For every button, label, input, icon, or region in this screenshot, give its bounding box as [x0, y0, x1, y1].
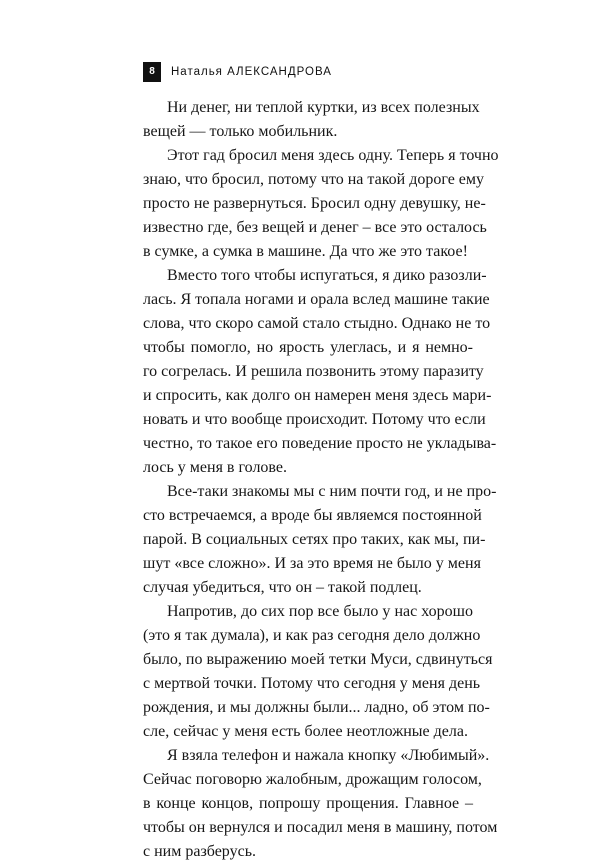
text-line: просто не развернуться. Бросил одну девушку, не-	[143, 195, 486, 212]
text-line: Все-таки знакомы мы с ним почти год, и не про-	[167, 483, 497, 500]
text-line: вещей — только мобильник.	[143, 123, 338, 140]
text-line: Я взяла телефон и нажала кнопку «Любимый».	[167, 747, 490, 764]
text-line: сто встречаемся, а вроде бы являемся постоянной	[143, 507, 482, 524]
text-line: Вместо того чтобы испугаться, я дико разозли-	[167, 267, 487, 284]
paragraph	[143, 264, 497, 480]
text-line: шут «все сложно». И за это время не было у меня	[143, 555, 481, 572]
text-line: рождения, и мы должны были... ладно, об этом по-	[143, 699, 490, 716]
text-line: слова, что скоро самой стало стыдно. Однако не то	[143, 315, 491, 332]
paragraph	[143, 600, 493, 744]
text-line: случая убедиться, что он – такой подлец.	[143, 579, 422, 596]
body-text	[143, 96, 499, 864]
text-line: Этот гад бросил меня здесь одну. Теперь я точно	[167, 147, 499, 164]
text-line: в конце концов, попрошу прощения. Главное –	[143, 795, 473, 812]
text-line: было, по выражению моей тетки Муси, сдвинуться	[143, 651, 493, 668]
paragraph	[143, 96, 480, 144]
text-line: в сумке, а сумка в машине. Да что же это такое!	[143, 243, 468, 260]
text-line: сле, сейчас у меня есть более неотложные дела.	[143, 723, 468, 740]
text-line: с мертвой точки. Потому что сегодня у меня день	[143, 675, 481, 692]
text-line: Напротив, до сих пор все было у нас хорошо	[167, 603, 473, 620]
text-line: лось у меня в голове.	[143, 459, 287, 476]
running-head	[143, 62, 332, 82]
text-line: честно, то такое его поведение просто не укладыва-	[143, 435, 497, 452]
text-line: знаю, что бросил, потому что на такой дороге ему	[143, 171, 485, 188]
paragraph	[143, 744, 498, 864]
paragraph	[143, 480, 497, 600]
text-line: Ни денег, ни теплой куртки, из всех полезных	[167, 99, 480, 116]
text-line: новать и что вообще происходит. Потому что если	[143, 411, 486, 428]
text-line: го согрелась. И решила позвонить этому паразиту	[143, 363, 484, 380]
text-line: Сейчас поговорю жалобным, дрожащим голосом,	[143, 771, 482, 788]
text-line: (это я так думала), и как раз сегодня дело должно	[143, 627, 481, 644]
text-line: известно где, без вещей и денег – все это осталось	[143, 219, 487, 236]
text-line: чтобы он вернулся и посадил меня в машину, потом	[143, 819, 498, 836]
paragraph	[143, 144, 499, 264]
text-line: с ним разберусь.	[143, 843, 256, 860]
page-number: 8	[143, 62, 161, 82]
text-line: чтобы помогло, но ярость улеглась, и я немно-	[143, 339, 473, 356]
text-line: лась. Я топала ногами и орала вслед машине такие	[143, 291, 490, 308]
author-name: Наталья АЛЕКСАНДРОВА	[171, 66, 332, 78]
text-line: парой. В социальных сетях про таких, как мы, пи-	[143, 531, 486, 548]
text-line: и спросить, как долго он намерен меня здесь мари-	[143, 387, 492, 404]
